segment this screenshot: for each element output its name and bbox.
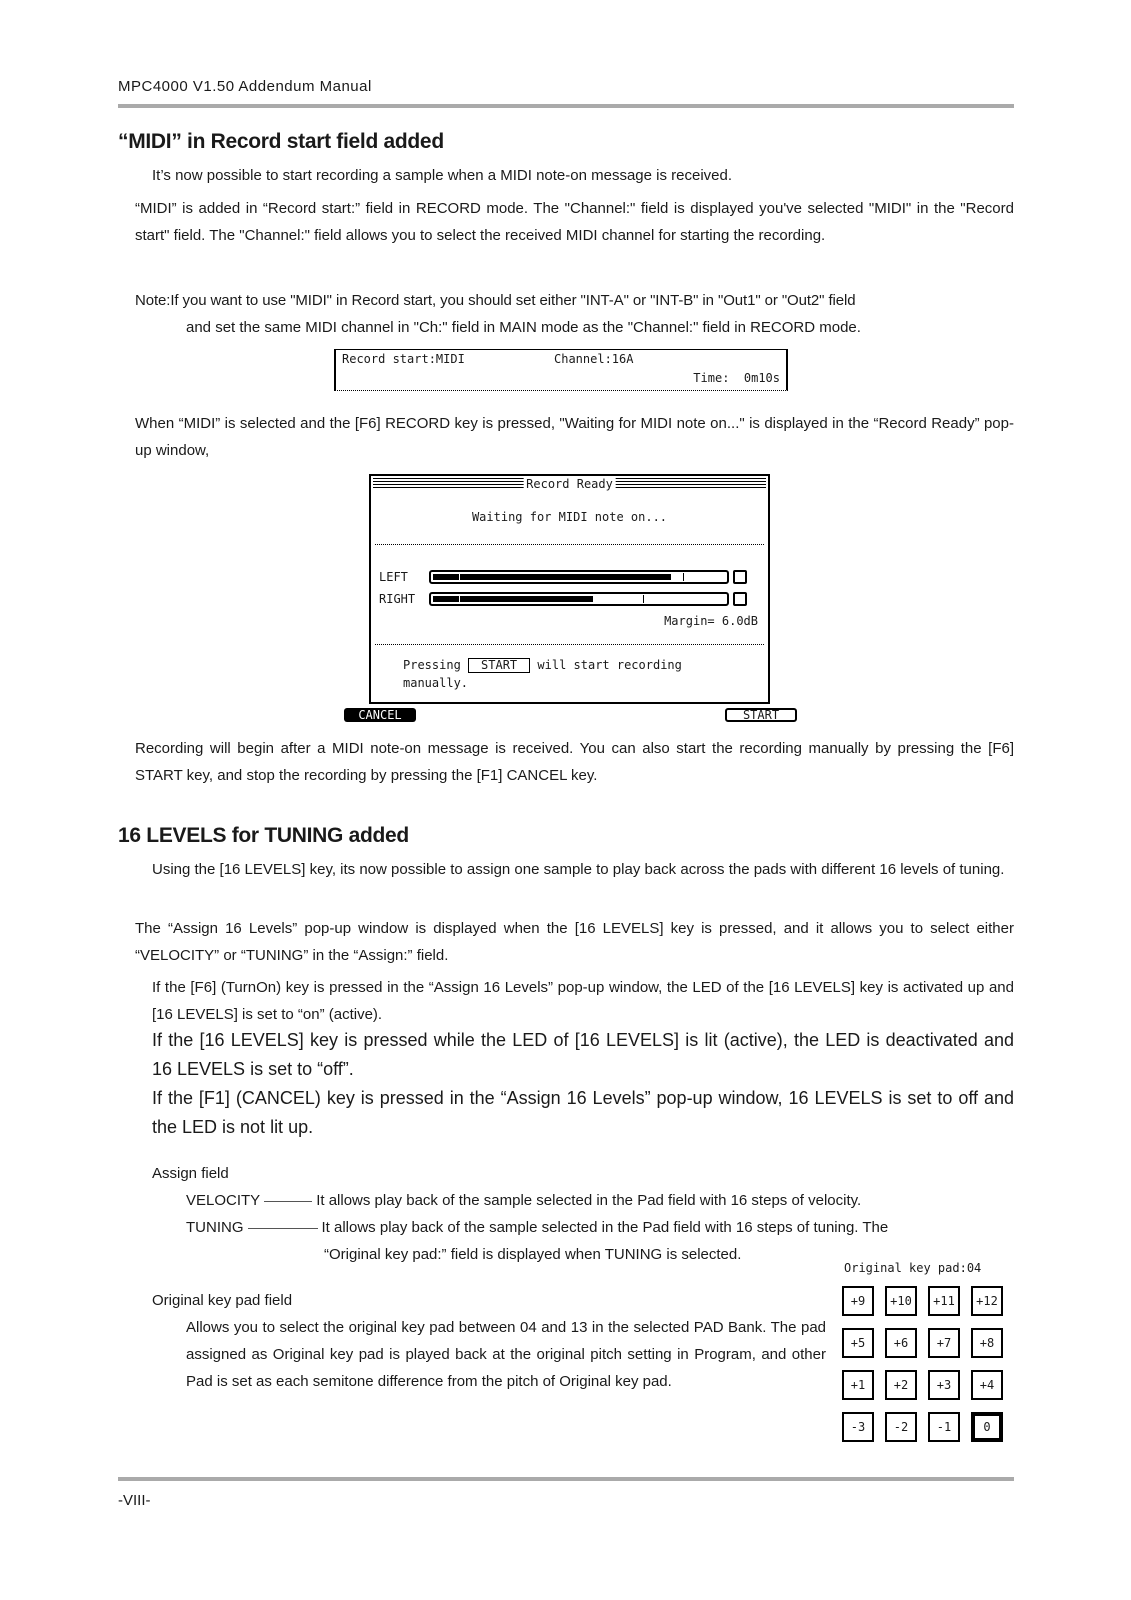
right-level-fill bbox=[433, 596, 593, 602]
velocity-description: It allows play back of the sample selected in the Pad field with 16 steps of velocity. bbox=[316, 1192, 862, 1209]
pressing-text: Pressing bbox=[403, 658, 461, 672]
pad-plus11: +11 bbox=[928, 1286, 960, 1316]
start-inline-button: START bbox=[468, 658, 530, 673]
pad-0: 0 bbox=[971, 1412, 1003, 1442]
left-clip-indicator bbox=[733, 570, 747, 584]
section2-paragraph: The “Assign 16 Levels” pop-up window is displayed when the [16 LEVELS] key is pressed, and it allows you to select either “VELOCITY” or “TUNING” in the “Assign:” field. bbox=[135, 920, 1014, 964]
pad-plus2: +2 bbox=[885, 1370, 917, 1400]
left-level-meter bbox=[429, 570, 729, 584]
pad-plus9: +9 bbox=[842, 1286, 874, 1316]
original-key-pad-description: Allows you to select the original key pad between 04 and 13 in the selected PAD Bank. The pad assigned as Original key pad is played back at the original pitch setting in Program, and other Pad is set as each semitone difference from the pitch of Original key pad. bbox=[186, 1319, 826, 1390]
section1-popup-paragraph: When “MIDI” is selected and the [F6] RECORD key is pressed, "Waiting for MIDI note on..." is displayed in the “Record Ready” pop-up window, bbox=[135, 415, 1014, 459]
popup-divider-2 bbox=[375, 644, 764, 645]
tuning-term: TUNING bbox=[186, 1219, 244, 1236]
assign-field-title: Assign field bbox=[152, 1165, 229, 1182]
pad-plus10: +10 bbox=[885, 1286, 917, 1316]
popup-title: Record Ready bbox=[523, 477, 616, 491]
right-clip-indicator bbox=[733, 592, 747, 606]
pad-plus5: +5 bbox=[842, 1328, 874, 1358]
pad-plus1: +1 bbox=[842, 1370, 874, 1400]
manually-text: manually. bbox=[403, 676, 469, 690]
tuning-description-cont: “Original key pad:” field is displayed when TUNING is selected. bbox=[324, 1246, 742, 1263]
left-peak-marker bbox=[683, 573, 684, 581]
pad-minus3: -3 bbox=[842, 1412, 874, 1442]
pad-plus12: +12 bbox=[971, 1286, 1003, 1316]
original-key-pad-label: Original key pad:04 bbox=[844, 1261, 982, 1275]
page-number: -VIII- bbox=[118, 1492, 151, 1509]
pad-plus7: +7 bbox=[928, 1328, 960, 1358]
record-ready-popup bbox=[369, 474, 770, 704]
right-peak-marker bbox=[643, 595, 644, 603]
right-meter-marker bbox=[459, 595, 460, 603]
right-level-meter bbox=[429, 592, 729, 606]
left-level-fill bbox=[433, 574, 671, 580]
left-meter-label: LEFT bbox=[379, 570, 408, 584]
section2-intro: Using the [16 LEVELS] key, its now possible to assign one sample to play back across the pads with different 16 levels of tuning. bbox=[152, 861, 1005, 878]
original-key-pad-title: Original key pad field bbox=[152, 1292, 293, 1309]
section2-turnon-paragraph: If the [F6] (TurnOn) key is pressed in the “Assign 16 Levels” pop-up window, the LED of the [16 LEVELS] key is activated up and [16 LEVELS] is set to “on” (active). bbox=[152, 979, 1014, 1023]
pad-plus3: +3 bbox=[928, 1370, 960, 1400]
pad-minus1: -1 bbox=[928, 1412, 960, 1442]
section1-closing-paragraph: Recording will begin after a MIDI note-on message is received. You can also start the recording manually by pressing the [F6] START key, and stop the recording by pressing the [F1] CANCEL key. bbox=[135, 740, 1014, 784]
channel-field: Channel:16A bbox=[554, 352, 634, 366]
record-start-field: Record start:MIDI bbox=[342, 352, 465, 366]
waiting-message: Waiting for MIDI note on... bbox=[471, 510, 668, 524]
will-start-text: will start recording bbox=[537, 658, 682, 672]
section1-note-line2: and set the same MIDI channel in "Ch:" field in MAIN mode as the "Channel:" field in RECORD mode. bbox=[186, 319, 861, 336]
pad-plus6: +6 bbox=[885, 1328, 917, 1358]
footer-rule bbox=[118, 1477, 1014, 1481]
margin-readout: Margin= 6.0dB bbox=[664, 614, 758, 628]
velocity-term: VELOCITY bbox=[186, 1192, 261, 1209]
section1-intro: It’s now possible to start recording a sample when a MIDI note-on message is received. bbox=[152, 167, 733, 184]
record-start-lcd bbox=[334, 349, 788, 391]
right-meter-label: RIGHT bbox=[379, 592, 416, 606]
f1-cancel-button[interactable]: CANCEL bbox=[344, 708, 416, 722]
velocity-definition bbox=[186, 1187, 861, 1214]
manual-start-hint bbox=[403, 658, 682, 673]
section-heading-midi-record-start: “MIDI” in Record start field added bbox=[118, 130, 444, 153]
left-meter-marker bbox=[459, 573, 460, 581]
f6-start-button[interactable]: START bbox=[725, 708, 797, 722]
section1-note-line1: Note:If you want to use "MIDI" in Record start, you should set either "INT-A" or "INT-B" in "Out1" or "Out2" field bbox=[135, 292, 856, 309]
tuning-leader-line bbox=[248, 1228, 318, 1229]
velocity-leader-line bbox=[264, 1201, 312, 1202]
popup-divider bbox=[375, 544, 764, 545]
tuning-description: It allows play back of the sample selected in the Pad field with 16 steps of tuning. The bbox=[321, 1219, 889, 1236]
time-field: Time: 0m10s bbox=[693, 371, 780, 385]
pad-plus8: +8 bbox=[971, 1328, 1003, 1358]
pad-plus4: +4 bbox=[971, 1370, 1003, 1400]
header-rule bbox=[118, 104, 1014, 108]
section2-cancel-paragraph: If the [F1] (CANCEL) key is pressed in the “Assign 16 Levels” pop-up window, 16 LEVELS is set to off and the LED is not lit up. bbox=[152, 1088, 1014, 1137]
pad-minus2: -2 bbox=[885, 1412, 917, 1442]
tuning-definition bbox=[186, 1214, 888, 1241]
section-heading-16-levels-tuning: 16 LEVELS for TUNING added bbox=[118, 824, 409, 847]
popup-title-bar bbox=[373, 478, 766, 490]
running-header: MPC4000 V1.50 Addendum Manual bbox=[118, 78, 372, 95]
section2-deactivate-paragraph: If the [16 LEVELS] key is pressed while the LED of [16 LEVELS] is lit (active), the LED is deactivated and 16 LEVELS is set to “off”. bbox=[152, 1030, 1014, 1079]
section1-paragraph: “MIDI” is added in “Record start:” field in RECORD mode. The "Channel:" field is displayed you've selected "MIDI" in the "Record start" field. The "Channel:" field allows you to select the received MIDI channel for starting the recording. bbox=[135, 200, 1014, 244]
